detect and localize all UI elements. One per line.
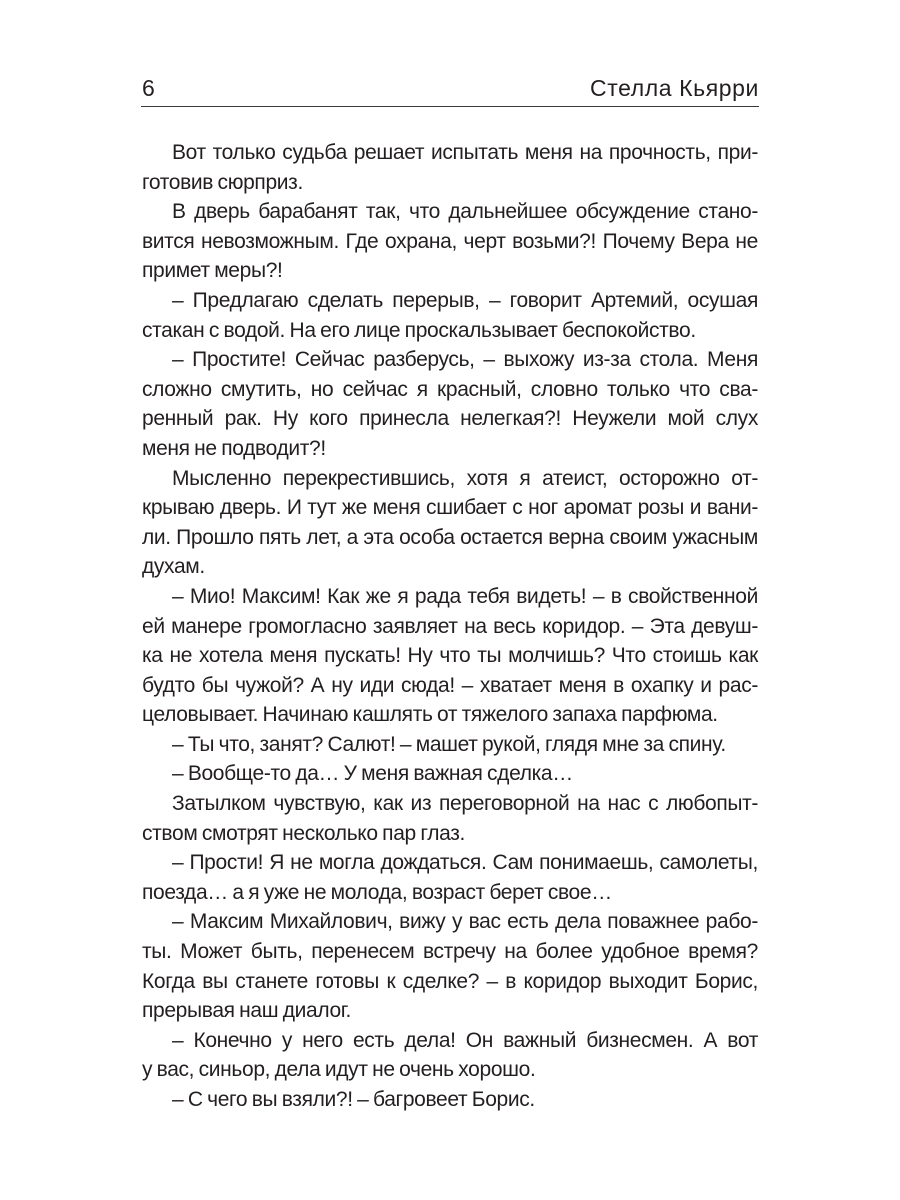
text-line: ренный рак. Ну кого принесла нелегкая?! Неужели мой слух	[142, 407, 758, 431]
text-line: Вот только судьба решает испытать меня на прочность, при-	[172, 141, 758, 164]
text-line: – С чего вы взяли?! – багровеет Борис.	[172, 1088, 535, 1111]
text-line: сложно смутить, но сейчас я красный, словно только что сва-	[142, 377, 758, 401]
text-line: поезда… а я уже не молода, возраст берет свое…	[142, 880, 612, 904]
text-line: – Ты что, занят? Салют! – машет рукой, глядя мне за спину.	[172, 732, 726, 756]
page-number: 6	[142, 75, 155, 101]
text-line: – Конечно у него есть дела! Он важный бизнесмен. А вот	[172, 1028, 758, 1052]
text-line: будто бы чужой? А ну иди сюда! – хватает меня в охапку и рас-	[142, 673, 758, 697]
text-line: – Простите! Сейчас разберусь, – выхожу из-за стола. Меня	[172, 348, 758, 372]
text-line: – Вообще-то да… У меня важная сделка…	[172, 762, 573, 786]
running-header	[141, 72, 759, 107]
text-line: крываю дверь. И тут же меня сшибает с ног аромат розы и вани-	[142, 496, 758, 520]
text-line: вится невозможным. Где охрана, черт возьми?! Почему Вера не	[142, 229, 758, 253]
text-line: Когда вы станете готовы к сделке? – в коридор выходит Борис,	[142, 969, 758, 993]
text-line: ка не хотела меня пускать! Ну что ты молчишь? Что стоишь как	[142, 644, 758, 668]
text-line: – Максим Михайлович, вижу у вас есть дела поважнее рабо-	[172, 910, 758, 934]
text-line: – Прости! Я не могла дождаться. Сам понимаешь, самолеты,	[172, 851, 758, 875]
text-line: меня не подводит?!	[142, 436, 326, 460]
text-line: В дверь барабанят так, что дальнейшее обсуждение стано-	[172, 200, 758, 224]
text-line: – Предлагаю сделать перерыв, – говорит Артемий, осушая	[172, 288, 758, 312]
text-line: духам.	[142, 555, 205, 579]
author-name: Стелла Кьярри	[589, 75, 759, 101]
text-line: прерывая наш диалог.	[142, 999, 352, 1023]
body-text	[142, 138, 758, 1115]
text-line: Затылком чувствую, как из переговорной на нас с любопыт-	[172, 792, 758, 816]
text-line: – Мио! Максим! Как же я рада тебя видеть! – в свойственной	[172, 584, 758, 608]
text-line: стакан с водой. На его лице проскальзывает беспокойство.	[142, 318, 696, 342]
text-line: ты. Может быть, перенесем встречу на более удобное время?	[142, 940, 758, 964]
text-line: примет меры?!	[142, 259, 283, 283]
text-line: готовив сюрприз.	[142, 170, 303, 194]
text-line: ей манере громогласно заявляет на весь коридор. – Эта девуш-	[142, 614, 758, 638]
text-line: у вас, синьор, дела идут не очень хорошо.	[142, 1058, 536, 1082]
text-line: целовывает. Начинаю кашлять от тяжелого запаха парфюма.	[142, 703, 718, 727]
text-line: Мысленно перекрестившись, хотя я атеист, осторожно от-	[172, 466, 758, 490]
text-line: ством смотрят несколько пар глаз.	[142, 821, 465, 845]
text-line: ли. Прошло пять лет, а эта особа остается верна своим ужасным	[142, 525, 758, 549]
